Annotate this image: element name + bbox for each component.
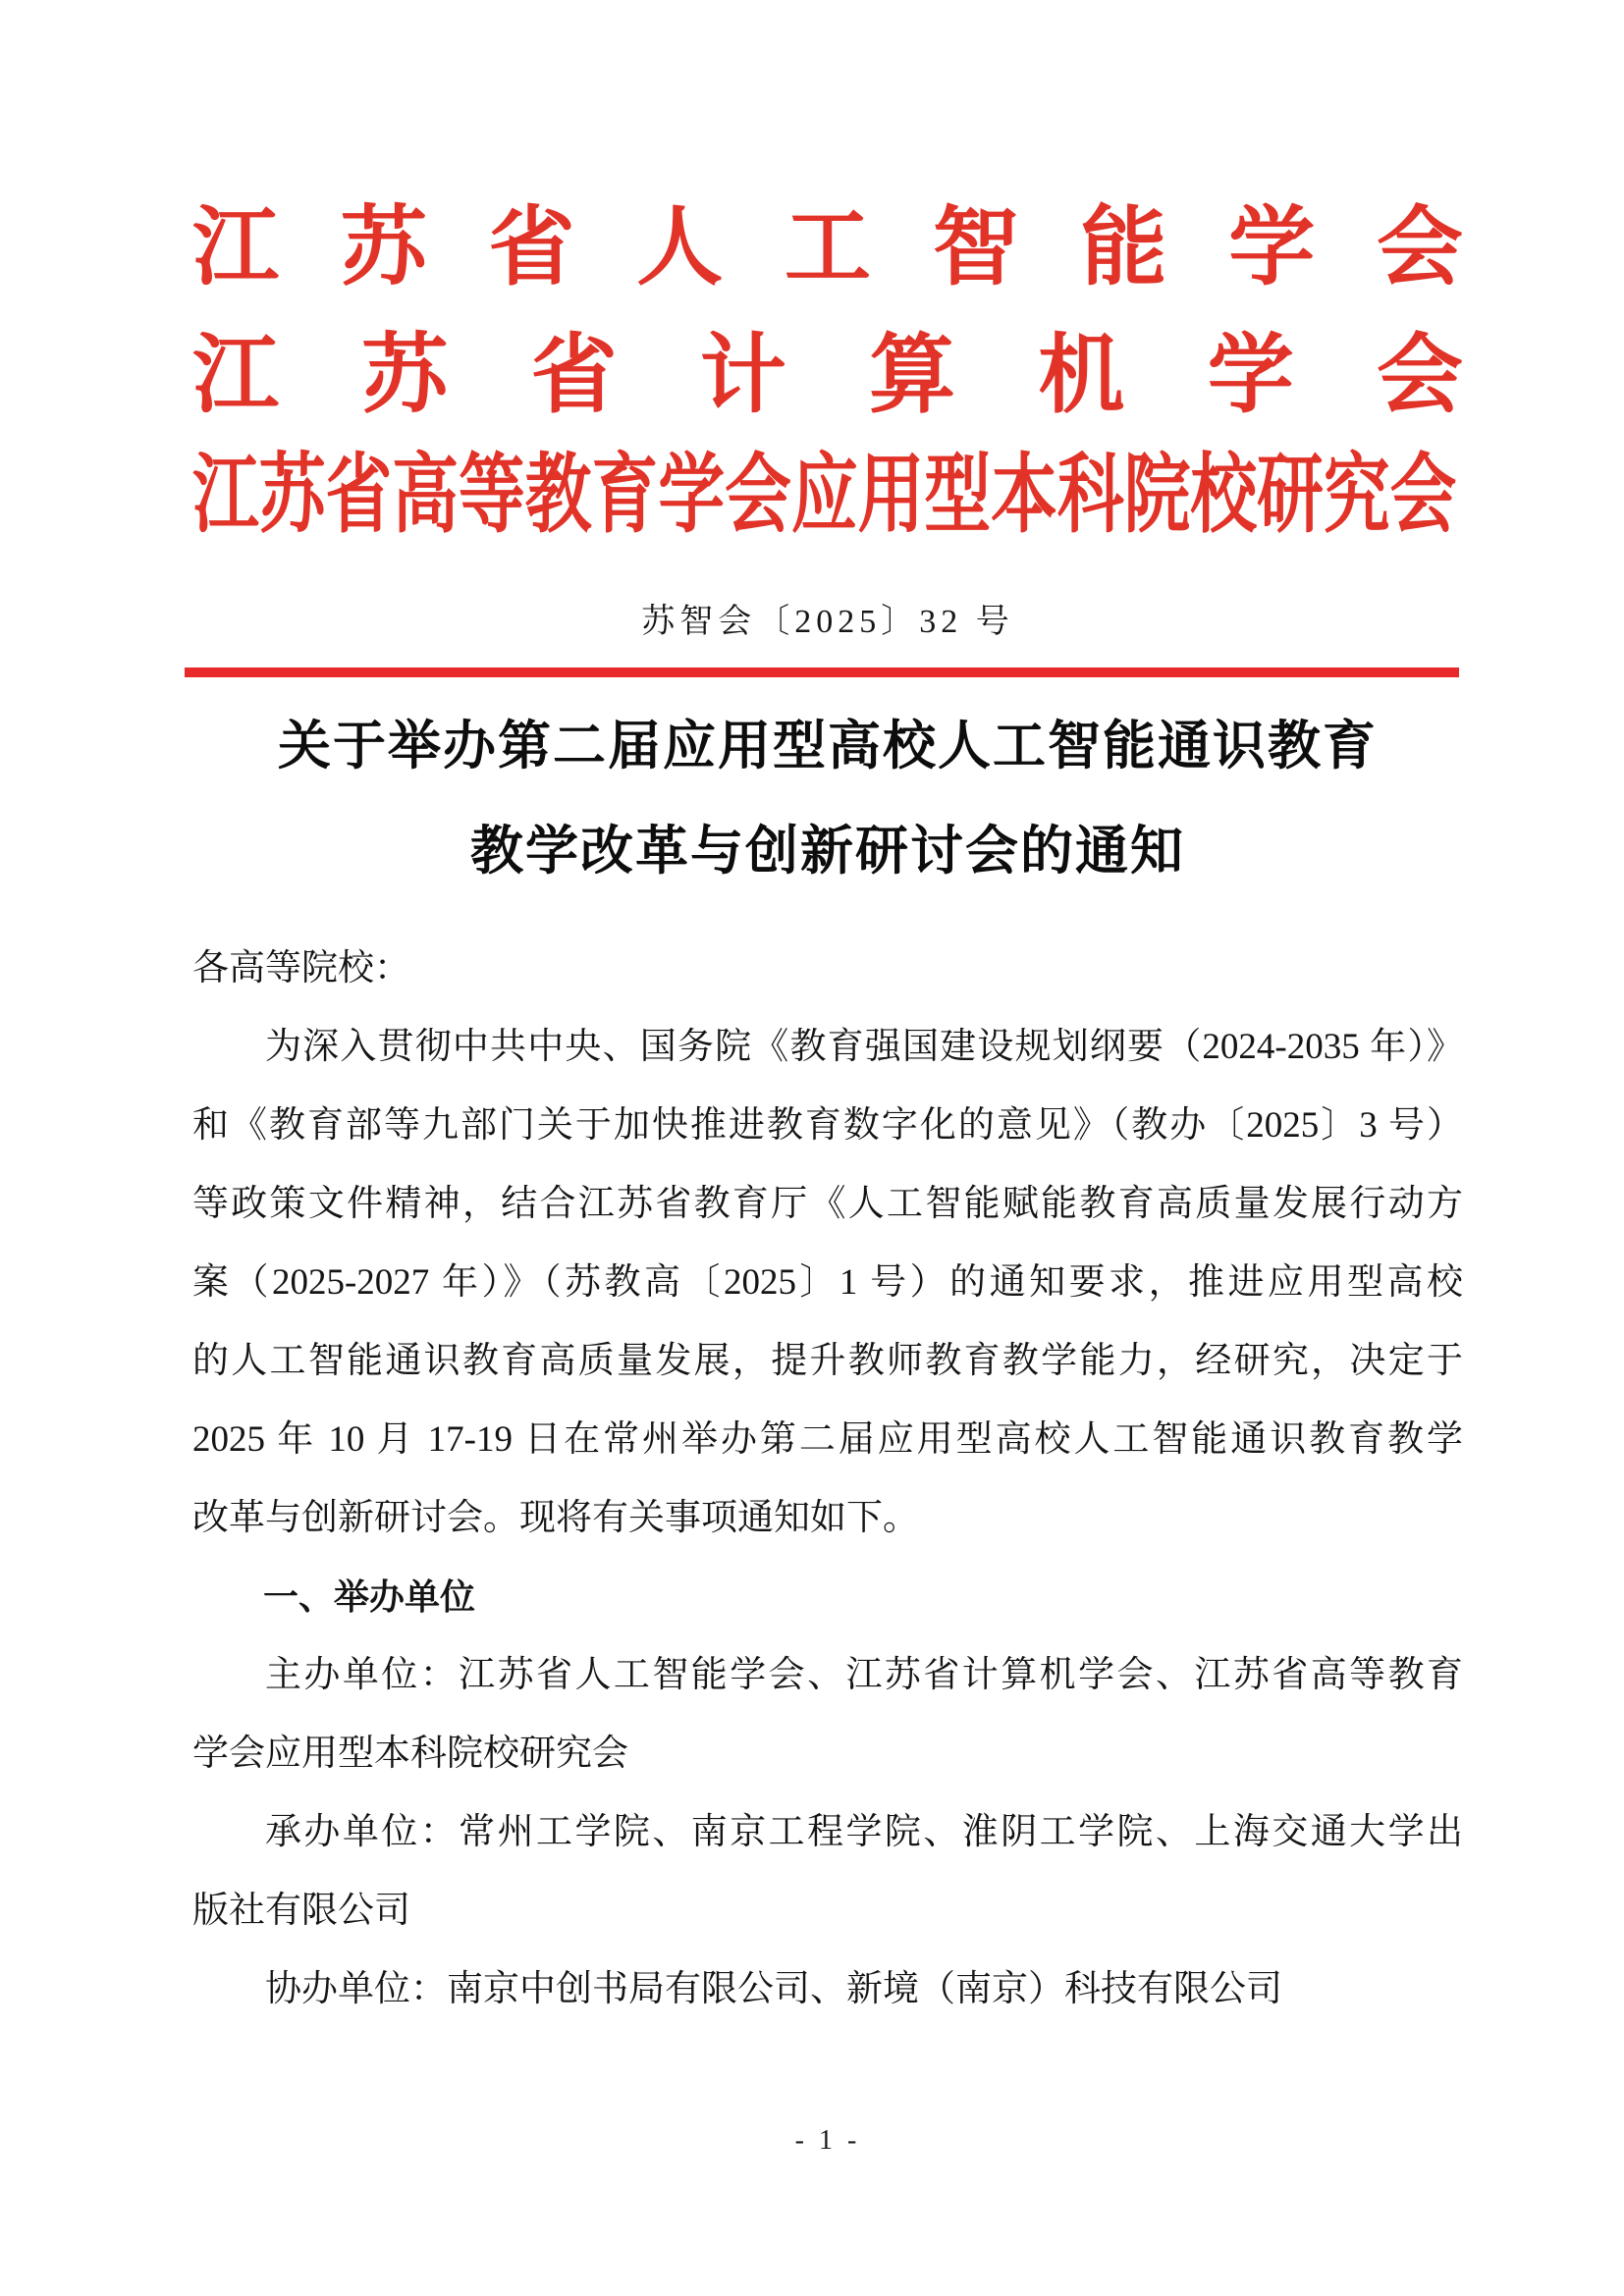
body-text-line: 等政策文件精神，结合江苏省教育厅《人工智能赋能教育高质量发展行动方 [192, 1184, 1463, 1224]
body-text-line: 一、举办单位 [263, 1576, 476, 1617]
notice-title [192, 719, 1463, 879]
body-text-line: 案（2025-2027 年）》（苏教高〔2025〕1 号）的通知要求，推进应用型高校 [192, 1262, 1463, 1303]
body-text-line: 各高等院校： [192, 948, 410, 988]
notice-body [192, 930, 1463, 2029]
body-text-line: 主办单位：江苏省人工智能学会、江苏省计算机学会、江苏省高等教育 [265, 1655, 1463, 1695]
body-text-line: 承办单位：常州工学院、南京工程学院、淮阴工学院、上海交通大学出 [265, 1812, 1463, 1852]
body-text-line: 的人工智能通识教育高质量发展，提升教师教育教学能力，经研究，决定于 [192, 1341, 1463, 1381]
body-text-line: 2025 年 10 月 17-19 日在常州举办第二届应用型高校人工智能通识教育教学 [192, 1419, 1463, 1460]
body-text-line: 改革与创新研讨会。现将有关事项通知如下。 [192, 1498, 919, 1538]
letterhead-org-line-1: 江苏省人工智能学会 [192, 201, 1463, 296]
notice-title-line-1: 关于举办第二届应用型高校人工智能通识教育 [278, 717, 1378, 775]
red-divider-line [185, 667, 1459, 677]
document-number: 苏智会〔2025〕32 号 [641, 604, 1014, 640]
body-text-line: 学会应用型本科院校研究会 [192, 1734, 628, 1774]
body-text-line: 和《教育部等九部门关于加快推进教育数字化的意见》（教办〔2025〕3 号） [192, 1105, 1463, 1146]
body-text-line: 协办单位：南京中创书局有限公司、新境（南京）科技有限公司 [265, 1969, 1282, 2009]
notice-title-line-2: 教学改革与创新研讨会的通知 [470, 822, 1185, 881]
letterhead-org-line-2: 江苏省计算机学会 [192, 329, 1463, 424]
body-text-line: 为深入贯彻中共中央、国务院《教育强国建设规划纲要（2024-2035 年）》 [265, 1027, 1463, 1067]
body-text-line: 版社有限公司 [192, 1891, 410, 1931]
page-number: - 1 - [794, 2125, 861, 2156]
letterhead-org-line-3: 江苏省高等教育学会应用型本科院校研究会 [192, 449, 1457, 544]
document-content [192, 201, 1463, 2156]
